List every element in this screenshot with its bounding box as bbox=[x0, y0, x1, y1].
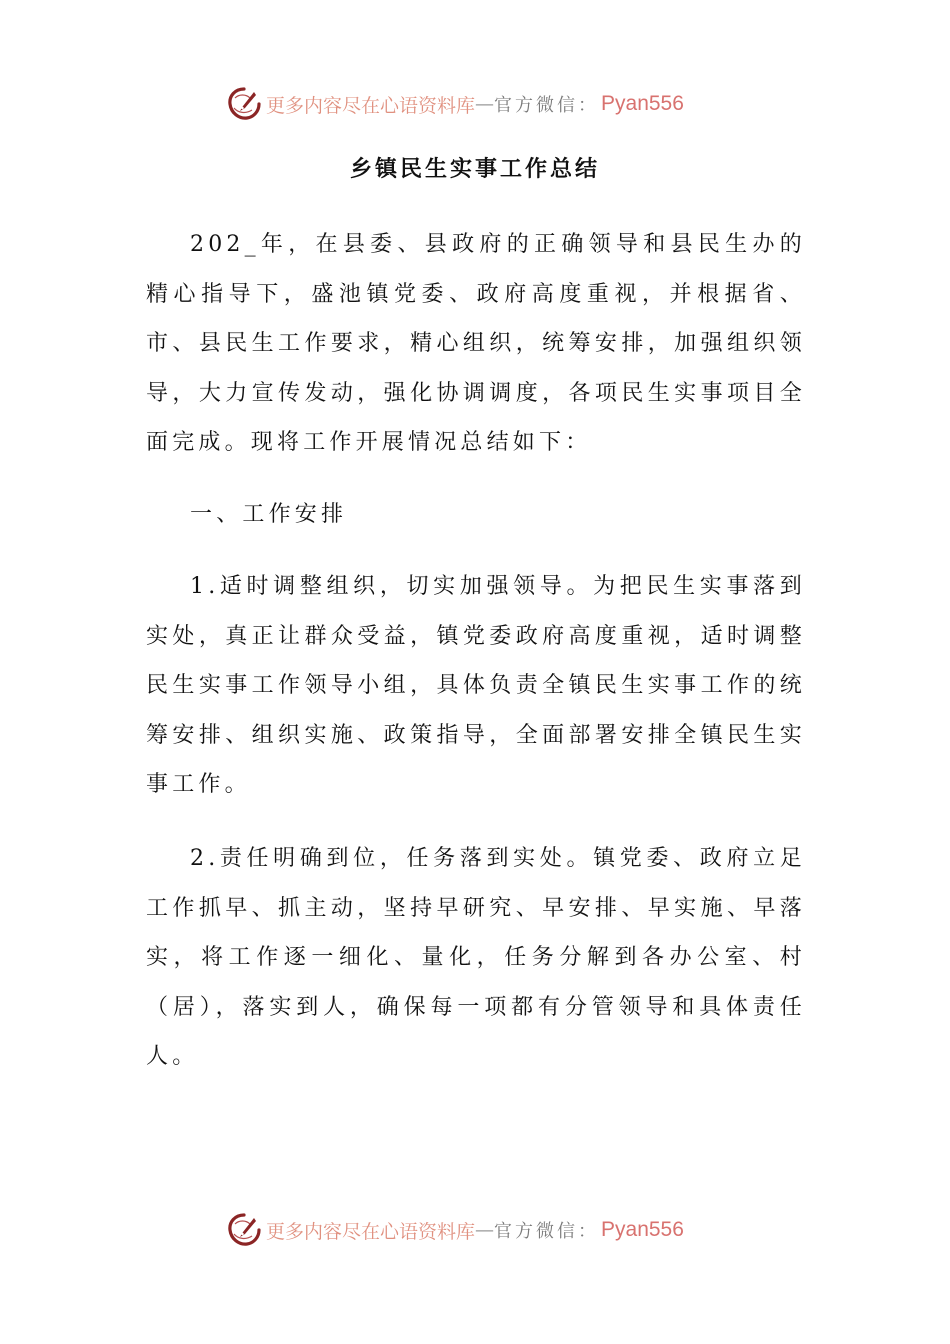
paragraph-text: 2.责任明确到位，任务落到实处。镇党委、政府立足工作抓早、抓主动，坚持早研究、早安排、早实施、早落实，将工作逐一细化、量化，任务分解到各办公室、村（居），落实到人，确保每一项都有分管领导和具体责任人。 bbox=[146, 846, 806, 1069]
document-title: 乡镇民生实事工作总结 bbox=[349, 157, 600, 182]
paragraph-text: 202_年，在县委、县政府的正确领导和县民生办的精心指导下，盛池镇党委、政府高度重视，并根据省、市、县民生工作要求，精心组织，统筹安排，加强组织领导，大力宣传发动，强化协调调度，各项民生实事项目全面完成。现将工作开展情况总结如下： bbox=[146, 232, 806, 455]
paragraph-item-1 bbox=[146, 562, 806, 810]
watermark-wechat-id: Pyan556 bbox=[601, 92, 684, 115]
section-heading-text: 一、工作安排 bbox=[190, 502, 348, 527]
watermark-dash: — bbox=[475, 1219, 495, 1241]
pen-nib-logo-icon bbox=[226, 1212, 262, 1248]
watermark-main-text: 更多内容尽在心语资料库 bbox=[266, 1220, 476, 1243]
section-heading-work-arrangement bbox=[146, 490, 806, 540]
paragraph-text: 1.适时调整组织，切实加强领导。为把民生实事落到实处，真正让群众受益，镇党委政府高度重视，适时调整民生实事工作领导小组，具体负责全镇民生实事工作的统筹安排、组织实施、政策指导，全面部署安排全镇民生实事工作。 bbox=[146, 574, 806, 797]
paragraph-item-2 bbox=[146, 834, 806, 1082]
watermark-wechat-id: Pyan556 bbox=[601, 1218, 684, 1241]
footer-watermark bbox=[226, 1210, 726, 1250]
header-watermark bbox=[226, 84, 726, 124]
pen-nib-logo-icon bbox=[226, 86, 262, 122]
watermark-main-text: 更多内容尽在心语资料库 bbox=[266, 94, 476, 117]
watermark-wechat-label: 官方微信： bbox=[494, 95, 600, 116]
watermark-dash: — bbox=[475, 93, 495, 115]
paragraph-intro bbox=[146, 220, 806, 468]
watermark-wechat-label: 官方微信： bbox=[494, 1221, 600, 1242]
